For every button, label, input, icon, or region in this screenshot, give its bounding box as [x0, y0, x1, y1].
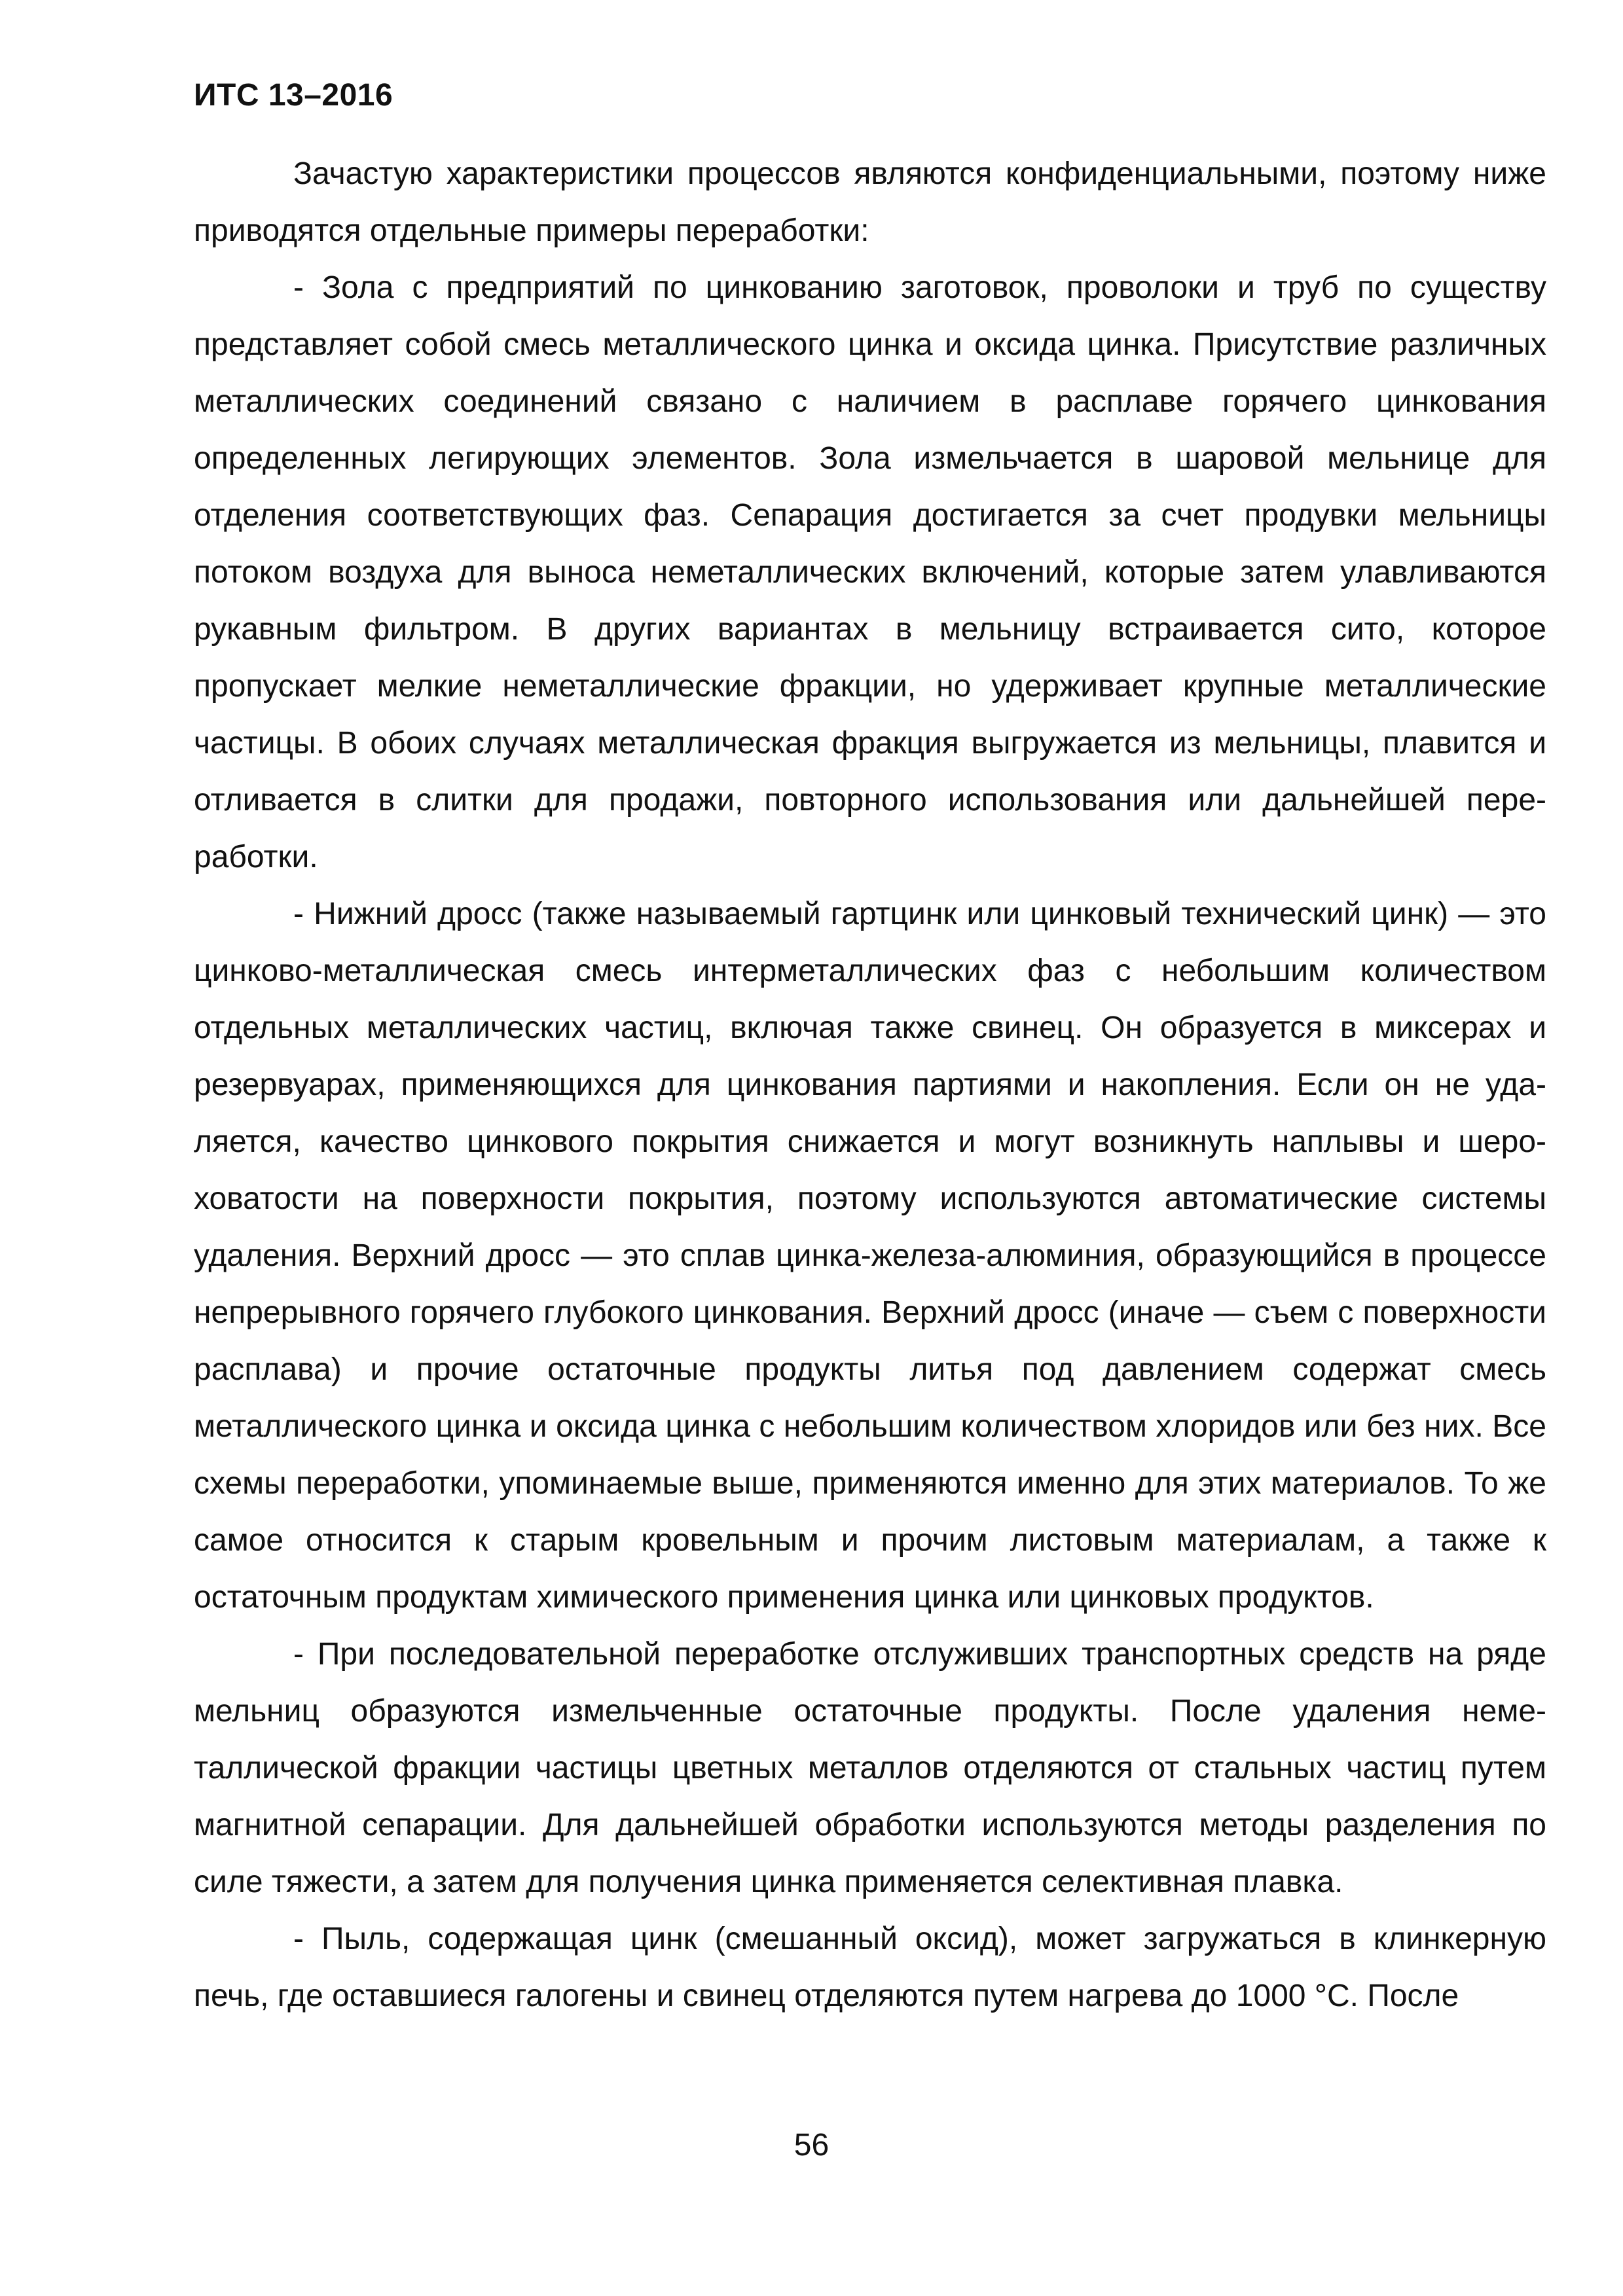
- paragraph-ash-processing: - Зола с предприятий по цинкованию заготовок, проволоки и труб по существу представляет собой смесь металлического цинка и оксида цинка. Присутствие различных металлических соединений связано с наличием в расплаве горячего цинкования определенных легирующих элементов. Зола измельчается в шаровой мельнице для отделения соответствующих фаз. Сепарация достигается за счет продувки мельницы потоком воздуха для выноса неметаллических включений, которые затем улавливаются рукавным фильтром. В других вариантах в мельницу встраивается сито, которое пропускает мелкие неметаллические фракции, но удерживает крупные металлические частицы. В обоих случаях металлическая фракция выгружается из мельницы, плавится и отливается в слитки для продажи, повторного использования или дальнейшей переработки.: [194, 270, 1546, 874]
- paragraph-intro: Зачастую характеристики процессов являются конфиденциальными, поэтому ниже приводятся отдельные примеры переработки:: [194, 156, 1546, 248]
- page-number: 56: [793, 2128, 830, 2162]
- paragraph-dross-processing: - Нижний дросс (также называемый гартцинк или цинковый технический цинк) — это цинково-металлическая смесь интерметаллических фаз с небольшим количеством отдельных металлических частиц, включая также свинец. Он образуется в миксерах и резервуарах, применяющихся для цинкования партиями и накопления. Если он не удаляется, качество цинкового покрытия снижается и могут возникнуть наплывы и шероховатости на поверхности покрытия, поэтому используются автоматические системы удаления. Верхний дросс — это сплав цинка-железа-алюминия, образующийся в процессе непрерывного горячего глубокого цинкования. Верхний дросс (иначе — съем с поверхности расплава) и прочие остаточные продукты литья под давлением содержат смесь металлического цинка и оксида цинка с небольшим количеством хлоридов или без них. Все схемы переработки, упоминаемые выше, применяются именно для этих материалов. То же самое относится к старым кровельным и прочим листовым материалам, а также к остаточным продуктам химического применения цинка или цинковых продуктов.: [194, 897, 1546, 1615]
- body-text: [194, 145, 1546, 2024]
- paragraph-vehicle-shredder: - При последовательной переработке отслуживших транспортных средств на ряде мельниц образуются измельченные остаточные продукты. После удаления неметаллической фракции частицы цветных металлов отделяются от стальных частиц путем магнитной сепарации. Для дальнейшей обработки используются методы разделения по силе тяжести, а затем для получения цинка применяется селективная плавка.: [194, 1637, 1546, 1899]
- document-code-header: ИТС 13–2016: [194, 78, 393, 113]
- paragraph-zinc-dust: - Пыль, содержащая цинк (смешанный оксид), может загружаться в клинкерную печь, где оставшиеся галогены и свинец отделяются путем нагрева до 1000 °С. После: [194, 1922, 1546, 2013]
